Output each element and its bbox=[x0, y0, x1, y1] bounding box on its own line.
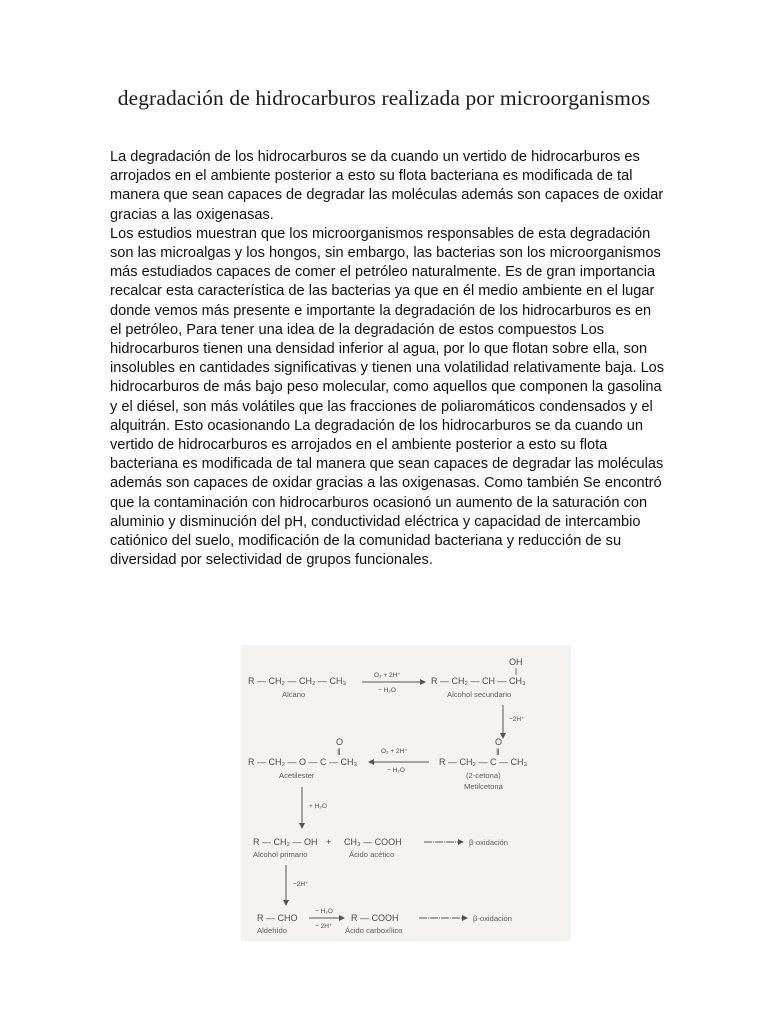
aldehido-formula: R — CHO bbox=[257, 913, 298, 923]
step5-label: −2H⁺ bbox=[293, 881, 309, 888]
alcano-formula: R — CH₂ — CH₂ — CH₃ bbox=[248, 676, 347, 686]
acetilester-formula: R — CH₂ — O — C — CH₃ bbox=[248, 757, 358, 767]
alcohol-secundario-formula: R — CH₂ — CH — CH₃ bbox=[431, 676, 526, 686]
step6-reagent-bottom: − 2H⁺ bbox=[315, 923, 333, 930]
step3-reagent-top: O₂ + 2H⁺ bbox=[381, 748, 408, 755]
acido-acetico-label: Ácido acético bbox=[349, 850, 395, 859]
step2-label: −2H⁺ bbox=[509, 716, 525, 723]
pathway-svg bbox=[241, 645, 571, 941]
acetilester-label: Acetilester bbox=[279, 771, 315, 780]
step6-reagent-top: − H₂O bbox=[315, 908, 333, 915]
step1-reagent-bottom: − H₂O bbox=[378, 687, 396, 694]
step1-reagent-top: O₂ + 2H⁺ bbox=[374, 672, 401, 679]
document-body bbox=[110, 148, 665, 570]
metilcetona-oxygen: O bbox=[495, 737, 503, 747]
acido-carboxilico-formula: R — COOH bbox=[351, 913, 399, 923]
beta-oxidation-2: β-oxidación bbox=[473, 914, 512, 923]
alcohol-primario-formula: R — CH₂ — OH bbox=[253, 837, 318, 847]
acetilester-double-bond: ‖ bbox=[337, 747, 341, 757]
beta-oxidation-1: β-oxidación bbox=[469, 838, 508, 847]
aldehido-label: Aldehído bbox=[257, 926, 287, 935]
paragraph-1: La degradación de los hidrocarburos se da cuando un vertido de hidrocarburos es arrojados en el ambiente posterior a esto su flota bacteriana es modificada de tal manera que sean capaces de degradar las moléculas además son capaces de oxidar gracias a las oxigenasas. bbox=[110, 149, 664, 223]
metilcetona-label-2: Metilcetona bbox=[464, 782, 503, 791]
step3-reagent-bottom: − H₂O bbox=[387, 767, 405, 774]
step4-label: + H₂O bbox=[309, 803, 327, 810]
metilcetona-double-bond: ‖ bbox=[496, 747, 500, 757]
metilcetona-formula: R — CH₂ — C — CH₃ bbox=[439, 757, 528, 767]
acetilester-oxygen: O bbox=[336, 737, 344, 747]
oh-group: OH bbox=[509, 657, 523, 667]
paragraph-2: Los estudios muestran que los microorganismos responsables de esta degradación son las microalgas y los hongos, sin embargo, las bacterias son los microorganismos más estudiados capaces de comer el petróleo naturalmente. Es de gran importancia recalcar esta característica de las bacterias ya que en él medio ambiente en el lugar donde vemos más presente e importante la degradación de los hidrocarburos es en el petróleo, Para tener una idea de la degradación de estos compuestos Los hidrocarburos tienen una densidad inferior al agua, por lo que flotan sobre ella, son insolubles en cantidades significativas y tienen una volatilidad relativamente baja. Los hidrocarburos de más bajo peso molecular, como aquellos que componen la gasolina y el diésel, son más volátiles que las fracciones de poliaromáticos condensados y el alquitrán. Esto ocasionando La degradación de los hidrocarburos se da cuando un vertido de hidrocarburos es arrojados en el ambiente posterior a esto su flota bacteriana es modificada de tal manera que sean capaces de degradar las moléculas además son capaces de oxidar gracias a las oxigenasas. Como también Se encontró que la contaminación con hidrocarburos ocasionó un aumento de la saturación con aluminio y disminución del pH, conductividad eléctrica y capacidad de intercambio catiónico del suelo, modificación de la comunidad bacteriana y reducción de su diversidad por selectividad de grupos funcionales. bbox=[110, 225, 665, 569]
alcohol-secundario-label: Alcohol secundario bbox=[447, 690, 512, 699]
alcano-label: Alcano bbox=[282, 690, 306, 699]
document-title: degradación de hidrocarburos realizada por microorganismos bbox=[117, 86, 651, 110]
acido-acetico-formula: CH₃ — COOH bbox=[344, 837, 402, 847]
alcohol-primario-label: Alcohol primario bbox=[253, 850, 308, 859]
plus-sign: + bbox=[326, 837, 332, 847]
acido-carboxilico-label: Ácido carboxílico bbox=[345, 926, 403, 935]
degradation-pathway-diagram bbox=[241, 645, 571, 941]
metilcetona-label-1: (2-cetona) bbox=[466, 771, 501, 780]
